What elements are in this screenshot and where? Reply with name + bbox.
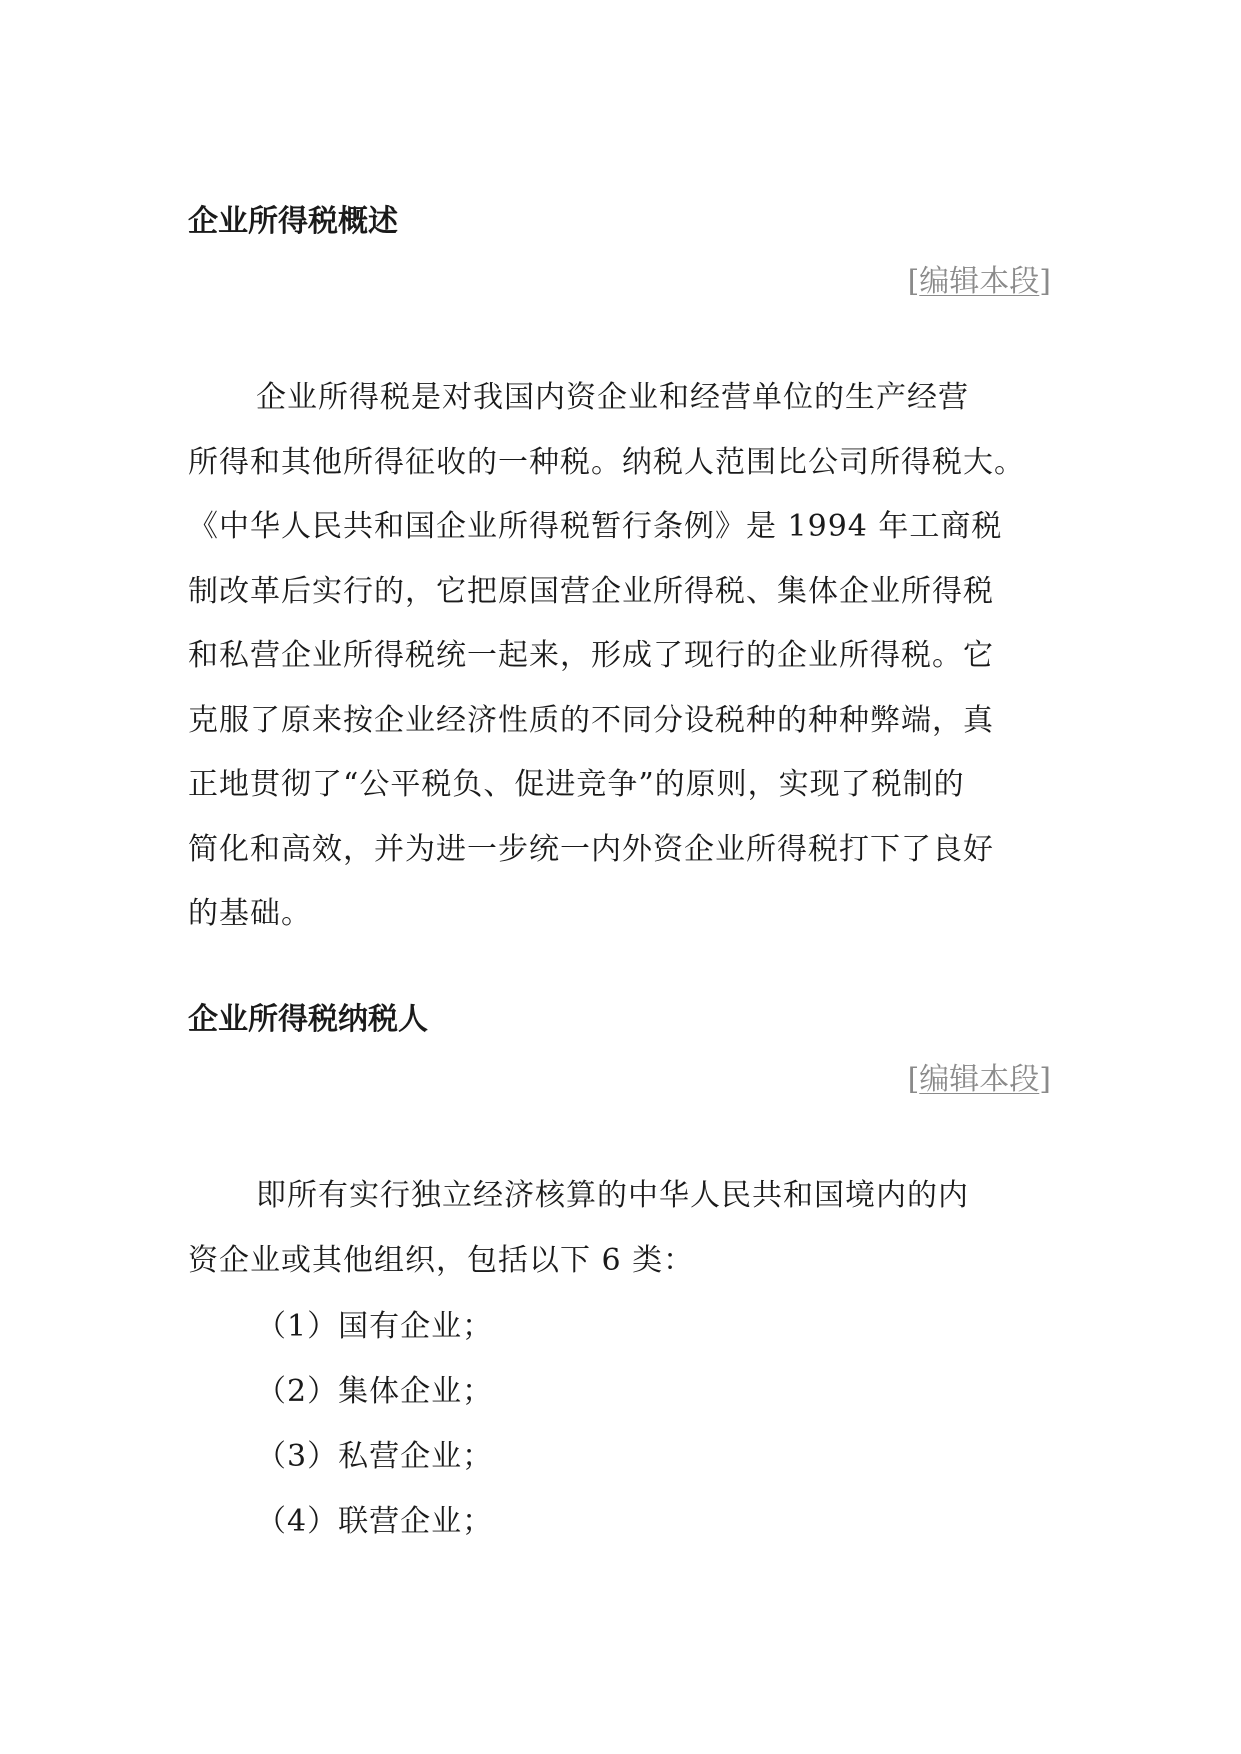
section-heading-overview: 企业所得税概述 xyxy=(188,204,398,239)
edit-link-open-bracket: [ xyxy=(907,1062,920,1097)
taxpayer-paragraph xyxy=(188,1164,1060,1293)
paragraph-line: 制改革后实行的，它把原国营企业所得税、集体企业所得税 xyxy=(188,573,994,609)
paragraph-line: 简化和高效，并为进一步统一内外资企业所得税打下了良好 xyxy=(188,831,994,867)
edit-link-close-bracket: ] xyxy=(1039,264,1051,299)
edit-section-link-taxpayer[interactable] xyxy=(908,1060,1051,1100)
paragraph-line: 即所有实行独立经济核算的中华人民共和国境内的内 xyxy=(256,1178,969,1213)
taxpayer-category-list xyxy=(256,1294,956,1554)
paragraph-line: 企业所得税是对我国内资企业和经营单位的生产经营 xyxy=(256,380,969,415)
paragraph-line: 的基础。 xyxy=(188,896,312,931)
edit-link-label[interactable]: 编辑本段 xyxy=(919,1062,1040,1097)
edit-section-link-overview[interactable] xyxy=(908,262,1051,302)
edit-link-label[interactable]: 编辑本段 xyxy=(919,264,1040,299)
edit-link-open-bracket: [ xyxy=(907,264,920,299)
overview-paragraph xyxy=(188,366,1060,947)
list-item: （2）集体企业； xyxy=(256,1374,494,1409)
list-item: （3）私营企业； xyxy=(256,1439,494,1474)
list-item: （1）国有企业； xyxy=(256,1309,494,1344)
section-heading-taxpayer: 企业所得税纳税人 xyxy=(188,1002,428,1037)
paragraph-line: 资企业或其他组织，包括以下 6 类： xyxy=(188,1242,695,1278)
paragraph-line: 《中华人民共和国企业所得税暂行条例》是 1994 年工商税 xyxy=(188,509,1003,544)
paragraph-line: 所得和其他所得征收的一种税。纳税人范围比公司所得税大。 xyxy=(188,444,1025,480)
paragraph-line: 克服了原来按企业经济性质的不同分设税种的种种弊端，真 xyxy=(188,702,994,738)
paragraph-line: 和私营企业所得税统一起来，形成了现行的企业所得税。它 xyxy=(188,638,994,673)
edit-link-close-bracket: ] xyxy=(1039,1062,1051,1097)
list-item: （4）联营企业； xyxy=(256,1504,494,1539)
paragraph-line: 正地贯彻了“公平税负、促进竞争”的原则，实现了税制的 xyxy=(188,767,965,802)
